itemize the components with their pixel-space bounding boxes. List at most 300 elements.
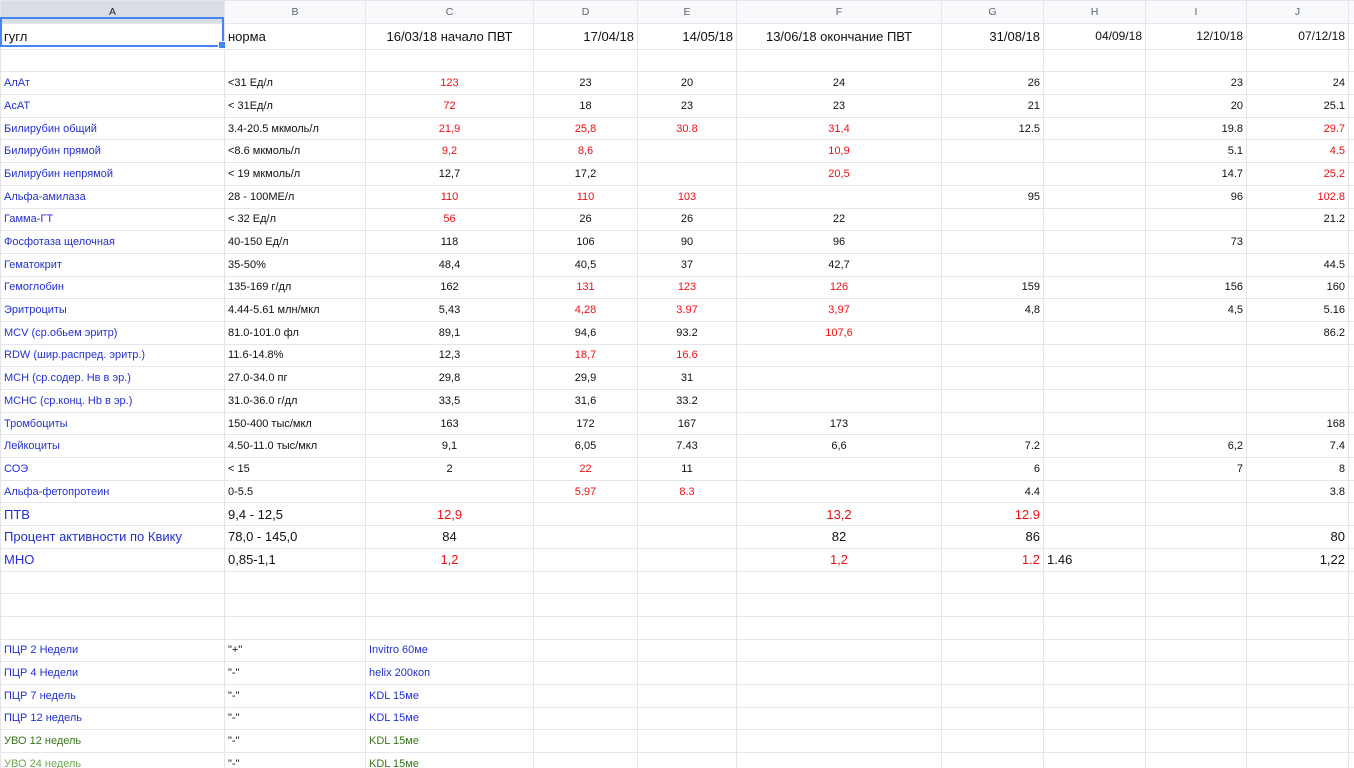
empty-cell[interactable] (366, 49, 534, 72)
empty-cell[interactable] (1349, 95, 1354, 118)
empty-cell[interactable] (638, 707, 737, 730)
empty-cell[interactable] (225, 571, 366, 594)
pcr-row-label[interactable]: УВО 24 недель (1, 753, 225, 768)
lab-value-cell[interactable]: 20,5 (737, 163, 942, 186)
lab-value-cell[interactable] (534, 548, 638, 571)
empty-cell[interactable] (225, 616, 366, 639)
date-header-cell[interactable]: 14/05/18 (638, 23, 737, 49)
lab-row-label[interactable]: Билирубин общий (1, 117, 225, 140)
lab-value-cell[interactable]: 126 (737, 276, 942, 299)
lab-value-cell[interactable]: 25.1 (1247, 95, 1349, 118)
pcr-row-label[interactable]: ПЦР 7 недель (1, 684, 225, 707)
lab-value-cell[interactable]: 89,1 (366, 321, 534, 344)
lab-value-cell[interactable]: 33.2 (638, 390, 737, 413)
lab-value-cell[interactable] (1044, 321, 1146, 344)
column-header-F[interactable]: F (737, 1, 942, 24)
pcr-row-label[interactable]: ПЦР 12 недель (1, 707, 225, 730)
lab-row-label[interactable]: Билирубин прямой (1, 140, 225, 163)
empty-cell[interactable] (1044, 571, 1146, 594)
lab-value-cell[interactable]: 22 (534, 458, 638, 481)
empty-cell[interactable] (1247, 594, 1349, 617)
empty-cell[interactable] (942, 707, 1044, 730)
lab-row-norm[interactable]: 135-169 г/дл (225, 276, 366, 299)
lab-value-cell[interactable]: 162 (366, 276, 534, 299)
lab-row-label[interactable]: Процент активности по Квику (1, 526, 225, 549)
lab-row-label[interactable]: Гамма-ГТ (1, 208, 225, 231)
lab-value-cell[interactable]: 4,8 (942, 299, 1044, 322)
lab-value-cell[interactable]: 12,3 (366, 344, 534, 367)
column-header-A[interactable]: A (1, 1, 225, 24)
lab-value-cell[interactable] (1044, 503, 1146, 526)
lab-value-cell[interactable]: 23 (534, 72, 638, 95)
empty-cell[interactable] (1044, 730, 1146, 753)
lab-value-cell[interactable]: 123 (366, 72, 534, 95)
lab-value-cell[interactable]: 19.8 (1146, 117, 1247, 140)
empty-cell[interactable] (1247, 571, 1349, 594)
lab-value-cell[interactable]: 5,43 (366, 299, 534, 322)
empty-cell[interactable] (1, 616, 225, 639)
lab-value-cell[interactable] (1146, 412, 1247, 435)
lab-row-norm[interactable]: 0-5.5 (225, 480, 366, 503)
lab-value-cell[interactable]: 18 (534, 95, 638, 118)
lab-value-cell[interactable]: 13,2 (737, 503, 942, 526)
lab-value-cell[interactable]: 94,6 (534, 321, 638, 344)
lab-value-cell[interactable] (737, 390, 942, 413)
empty-cell[interactable] (737, 684, 942, 707)
lab-value-cell[interactable]: 163 (366, 412, 534, 435)
empty-cell[interactable] (1, 571, 225, 594)
lab-value-cell[interactable] (1044, 208, 1146, 231)
empty-cell[interactable] (534, 639, 638, 662)
lab-value-cell[interactable]: 73 (1146, 231, 1247, 254)
lab-value-cell[interactable] (942, 321, 1044, 344)
lab-row-norm[interactable]: 40-150 Ед/л (225, 231, 366, 254)
lab-value-cell[interactable]: 110 (366, 185, 534, 208)
pcr-result-cell[interactable]: "-" (225, 662, 366, 685)
empty-cell[interactable] (1247, 662, 1349, 685)
lab-value-cell[interactable]: 173 (737, 412, 942, 435)
lab-value-cell[interactable] (737, 367, 942, 390)
empty-cell[interactable] (737, 753, 942, 768)
lab-value-cell[interactable]: 25,8 (534, 117, 638, 140)
empty-cell[interactable] (1349, 412, 1354, 435)
empty-cell[interactable] (1146, 49, 1247, 72)
empty-cell[interactable] (942, 594, 1044, 617)
date-header-cell[interactable]: 07/12/18 (1247, 23, 1349, 49)
empty-cell[interactable] (1349, 548, 1354, 571)
pcr-result-cell[interactable]: "-" (225, 753, 366, 768)
empty-cell[interactable] (225, 594, 366, 617)
empty-cell[interactable] (638, 594, 737, 617)
empty-cell[interactable] (1349, 276, 1354, 299)
pcr-result-cell[interactable]: "-" (225, 730, 366, 753)
lab-value-cell[interactable]: 5.16 (1247, 299, 1349, 322)
lab-value-cell[interactable] (1247, 231, 1349, 254)
empty-cell[interactable] (1349, 526, 1354, 549)
lab-value-cell[interactable]: 42,7 (737, 253, 942, 276)
lab-value-cell[interactable]: 110 (534, 185, 638, 208)
empty-cell[interactable] (534, 594, 638, 617)
lab-value-cell[interactable] (942, 367, 1044, 390)
lab-value-cell[interactable]: 6,05 (534, 435, 638, 458)
lab-value-cell[interactable] (638, 140, 737, 163)
lab-value-cell[interactable]: 48,4 (366, 253, 534, 276)
lab-value-cell[interactable]: 1,2 (366, 548, 534, 571)
lab-value-cell[interactable]: 23 (737, 95, 942, 118)
lab-value-cell[interactable]: 29,9 (534, 367, 638, 390)
selection-fill-handle[interactable] (218, 41, 226, 49)
empty-cell[interactable] (942, 616, 1044, 639)
lab-row-norm[interactable]: 0,85-1,1 (225, 548, 366, 571)
lab-row-norm[interactable]: 78,0 - 145,0 (225, 526, 366, 549)
lab-value-cell[interactable] (1044, 253, 1146, 276)
lab-value-cell[interactable] (1146, 503, 1247, 526)
lab-value-cell[interactable] (1044, 231, 1146, 254)
empty-cell[interactable] (1247, 616, 1349, 639)
lab-row-label[interactable]: MCV (ср.обьем эритр) (1, 321, 225, 344)
lab-row-norm[interactable]: <8.6 мкмоль/л (225, 140, 366, 163)
pcr-row-label[interactable]: УВО 12 недель (1, 730, 225, 753)
date-header-cell[interactable]: 31/08/18 (942, 23, 1044, 49)
lab-value-cell[interactable]: 24 (737, 72, 942, 95)
lab-value-cell[interactable]: 12.5 (942, 117, 1044, 140)
lab-row-norm[interactable]: <31 Ед/л (225, 72, 366, 95)
empty-cell[interactable] (1044, 662, 1146, 685)
lab-value-cell[interactable]: 9,2 (366, 140, 534, 163)
lab-value-cell[interactable] (1146, 548, 1247, 571)
lab-row-norm[interactable]: < 32 Ед/л (225, 208, 366, 231)
empty-cell[interactable] (1349, 367, 1354, 390)
lab-value-cell[interactable] (1044, 117, 1146, 140)
lab-row-norm[interactable]: 4.44-5.61 млн/мкл (225, 299, 366, 322)
lab-value-cell[interactable]: 24 (1247, 72, 1349, 95)
lab-row-label[interactable]: СОЭ (1, 458, 225, 481)
lab-value-cell[interactable] (1247, 503, 1349, 526)
empty-cell[interactable] (1349, 163, 1354, 186)
empty-cell[interactable] (1247, 753, 1349, 768)
lab-value-cell[interactable]: 31,6 (534, 390, 638, 413)
lab-value-cell[interactable]: 18,7 (534, 344, 638, 367)
empty-cell[interactable] (534, 684, 638, 707)
lab-row-label[interactable]: Альфа-фетопротеин (1, 480, 225, 503)
empty-cell[interactable] (1349, 435, 1354, 458)
lab-value-cell[interactable]: 7 (1146, 458, 1247, 481)
lab-value-cell[interactable]: 93.2 (638, 321, 737, 344)
empty-cell[interactable] (638, 639, 737, 662)
lab-value-cell[interactable]: 1,22 (1247, 548, 1349, 571)
lab-value-cell[interactable] (638, 526, 737, 549)
lab-value-cell[interactable] (638, 548, 737, 571)
lab-value-cell[interactable]: 72 (366, 95, 534, 118)
empty-cell[interactable] (1349, 753, 1354, 768)
lab-value-cell[interactable] (1146, 390, 1247, 413)
empty-cell[interactable] (1247, 730, 1349, 753)
lab-row-label[interactable]: Эритроциты (1, 299, 225, 322)
lab-row-label[interactable]: АлАт (1, 72, 225, 95)
empty-cell[interactable] (1, 594, 225, 617)
lab-row-norm[interactable]: < 31Ед/л (225, 95, 366, 118)
lab-value-cell[interactable]: 96 (737, 231, 942, 254)
lab-value-cell[interactable]: 9,1 (366, 435, 534, 458)
lab-value-cell[interactable]: 84 (366, 526, 534, 549)
lab-row-norm[interactable]: 3.4-20.5 мкмоль/л (225, 117, 366, 140)
lab-value-cell[interactable] (737, 185, 942, 208)
lab-value-cell[interactable] (942, 344, 1044, 367)
empty-cell[interactable] (1349, 344, 1354, 367)
empty-cell[interactable] (1146, 662, 1247, 685)
lab-value-cell[interactable]: 30.8 (638, 117, 737, 140)
lab-row-label[interactable]: Билирубин непрямой (1, 163, 225, 186)
lab-value-cell[interactable] (1044, 140, 1146, 163)
lab-value-cell[interactable]: 3,97 (737, 299, 942, 322)
empty-cell[interactable] (1146, 753, 1247, 768)
empty-cell[interactable] (942, 730, 1044, 753)
column-header-E[interactable]: E (638, 1, 737, 24)
lab-row-norm[interactable]: 31.0-36.0 г/дл (225, 390, 366, 413)
lab-value-cell[interactable]: 40,5 (534, 253, 638, 276)
empty-cell[interactable] (1146, 707, 1247, 730)
empty-cell[interactable] (1146, 594, 1247, 617)
lab-value-cell[interactable]: 11 (638, 458, 737, 481)
empty-cell[interactable] (737, 662, 942, 685)
empty-cell[interactable] (1349, 185, 1354, 208)
empty-cell[interactable] (1044, 707, 1146, 730)
column-header-I[interactable]: I (1146, 1, 1247, 24)
lab-value-cell[interactable]: 1.2 (942, 548, 1044, 571)
lab-value-cell[interactable] (1044, 95, 1146, 118)
empty-cell[interactable] (1349, 662, 1354, 685)
lab-value-cell[interactable]: 4.5 (1247, 140, 1349, 163)
lab-value-cell[interactable]: 3.97 (638, 299, 737, 322)
empty-cell[interactable] (534, 49, 638, 72)
lab-value-cell[interactable]: 6,2 (1146, 435, 1247, 458)
lab-value-cell[interactable] (534, 526, 638, 549)
lab-row-label[interactable]: Фосфотаза щелочная (1, 231, 225, 254)
lab-row-norm[interactable]: 28 - 100МЕ/л (225, 185, 366, 208)
lab-value-cell[interactable]: 29.7 (1247, 117, 1349, 140)
lab-value-cell[interactable] (1044, 344, 1146, 367)
lab-row-norm[interactable]: 81.0-101.0 фл (225, 321, 366, 344)
empty-cell[interactable] (737, 616, 942, 639)
empty-cell[interactable] (366, 571, 534, 594)
empty-cell[interactable] (366, 594, 534, 617)
empty-cell[interactable] (1146, 639, 1247, 662)
lab-value-cell[interactable] (1044, 276, 1146, 299)
lab-value-cell[interactable] (942, 390, 1044, 413)
empty-cell[interactable] (534, 662, 638, 685)
lab-value-cell[interactable]: 86 (942, 526, 1044, 549)
lab-value-cell[interactable]: 172 (534, 412, 638, 435)
lab-value-cell[interactable]: 1,2 (737, 548, 942, 571)
pcr-lab-cell[interactable]: KDL 15ме (366, 707, 534, 730)
lab-value-cell[interactable]: 96 (1146, 185, 1247, 208)
lab-value-cell[interactable] (1146, 344, 1247, 367)
empty-cell[interactable] (1349, 639, 1354, 662)
lab-value-cell[interactable]: 56 (366, 208, 534, 231)
lab-value-cell[interactable]: 16.6 (638, 344, 737, 367)
lab-row-norm[interactable]: < 19 мкмоль/л (225, 163, 366, 186)
lab-value-cell[interactable] (1044, 458, 1146, 481)
lab-value-cell[interactable]: 118 (366, 231, 534, 254)
empty-cell[interactable] (638, 662, 737, 685)
lab-value-cell[interactable]: 21 (942, 95, 1044, 118)
lab-value-cell[interactable]: 7.43 (638, 435, 737, 458)
date-header-cell[interactable]: 12/10/18 (1146, 23, 1247, 49)
empty-cell[interactable] (638, 571, 737, 594)
lab-value-cell[interactable]: 29,8 (366, 367, 534, 390)
lab-value-cell[interactable]: 106 (534, 231, 638, 254)
lab-value-cell[interactable] (942, 412, 1044, 435)
empty-cell[interactable] (1044, 616, 1146, 639)
empty-cell[interactable] (638, 684, 737, 707)
empty-cell[interactable] (1146, 684, 1247, 707)
lab-row-norm[interactable]: 35-50% (225, 253, 366, 276)
lab-value-cell[interactable]: 167 (638, 412, 737, 435)
empty-cell[interactable] (1349, 480, 1354, 503)
empty-cell[interactable] (534, 753, 638, 768)
empty-cell[interactable] (1349, 594, 1354, 617)
lab-value-cell[interactable] (1044, 526, 1146, 549)
lab-value-cell[interactable]: 7.2 (942, 435, 1044, 458)
empty-cell[interactable] (1349, 117, 1354, 140)
date-header-cell[interactable]: 13/06/18 окончание ПВТ (737, 23, 942, 49)
lab-value-cell[interactable] (737, 458, 942, 481)
empty-cell[interactable] (1044, 753, 1146, 768)
pcr-lab-cell[interactable]: helix 200коп (366, 662, 534, 685)
lab-value-cell[interactable]: 26 (638, 208, 737, 231)
date-header-cell[interactable]: 17/04/18 (534, 23, 638, 49)
lab-value-cell[interactable]: 90 (638, 231, 737, 254)
lab-row-label[interactable]: Альфа-амилаза (1, 185, 225, 208)
empty-cell[interactable] (1349, 299, 1354, 322)
empty-cell[interactable] (737, 730, 942, 753)
lab-value-cell[interactable]: 20 (638, 72, 737, 95)
empty-cell[interactable] (1349, 707, 1354, 730)
lab-row-norm[interactable]: 11.6-14.8% (225, 344, 366, 367)
pcr-lab-cell[interactable]: KDL 15ме (366, 753, 534, 768)
date-header-cell[interactable]: 16/03/18 начало ПВТ (366, 23, 534, 49)
lab-value-cell[interactable] (638, 503, 737, 526)
empty-cell[interactable] (1044, 684, 1146, 707)
lab-value-cell[interactable] (1044, 299, 1146, 322)
empty-cell[interactable] (1247, 684, 1349, 707)
column-header-B[interactable]: B (225, 1, 366, 24)
lab-value-cell[interactable]: 31 (638, 367, 737, 390)
lab-value-cell[interactable]: 6 (942, 458, 1044, 481)
column-header-H[interactable]: H (1044, 1, 1146, 24)
empty-cell[interactable] (1349, 231, 1354, 254)
lab-value-cell[interactable]: 8 (1247, 458, 1349, 481)
lab-value-cell[interactable]: 17,2 (534, 163, 638, 186)
lab-value-cell[interactable] (942, 253, 1044, 276)
date-header-cell[interactable]: 04/09/18 (1044, 23, 1146, 49)
lab-value-cell[interactable]: 5.97 (534, 480, 638, 503)
empty-cell[interactable] (942, 662, 1044, 685)
lab-value-cell[interactable]: 33,5 (366, 390, 534, 413)
empty-cell[interactable] (1146, 616, 1247, 639)
empty-cell[interactable] (638, 616, 737, 639)
lab-value-cell[interactable]: 12,7 (366, 163, 534, 186)
lab-value-cell[interactable]: 25.2 (1247, 163, 1349, 186)
empty-cell[interactable] (737, 639, 942, 662)
empty-cell[interactable] (1044, 594, 1146, 617)
column-header-D[interactable]: D (534, 1, 638, 24)
lab-value-cell[interactable]: 86.2 (1247, 321, 1349, 344)
empty-cell[interactable] (1349, 140, 1354, 163)
lab-value-cell[interactable]: 103 (638, 185, 737, 208)
lab-value-cell[interactable] (638, 163, 737, 186)
pcr-result-cell[interactable]: "-" (225, 684, 366, 707)
empty-cell[interactable] (1349, 321, 1354, 344)
lab-value-cell[interactable]: 80 (1247, 526, 1349, 549)
empty-cell[interactable] (1, 49, 225, 72)
lab-value-cell[interactable] (1044, 72, 1146, 95)
empty-cell[interactable] (1349, 208, 1354, 231)
empty-cell[interactable] (1349, 458, 1354, 481)
empty-cell[interactable] (1349, 571, 1354, 594)
lab-value-cell[interactable]: 22 (737, 208, 942, 231)
lab-row-label[interactable]: АсАТ (1, 95, 225, 118)
lab-value-cell[interactable] (1146, 480, 1247, 503)
column-header-G[interactable]: G (942, 1, 1044, 24)
lab-value-cell[interactable]: 8,6 (534, 140, 638, 163)
lab-value-cell[interactable] (942, 163, 1044, 186)
lab-value-cell[interactable] (1247, 344, 1349, 367)
empty-cell[interactable] (1349, 253, 1354, 276)
lab-value-cell[interactable] (1044, 185, 1146, 208)
lab-value-cell[interactable] (737, 344, 942, 367)
lab-value-cell[interactable]: 168 (1247, 412, 1349, 435)
lab-value-cell[interactable] (942, 140, 1044, 163)
lab-value-cell[interactable] (1044, 412, 1146, 435)
lab-value-cell[interactable]: 23 (638, 95, 737, 118)
lab-value-cell[interactable]: 160 (1247, 276, 1349, 299)
lab-value-cell[interactable] (1044, 390, 1146, 413)
lab-value-cell[interactable] (1044, 163, 1146, 186)
lab-value-cell[interactable]: 37 (638, 253, 737, 276)
lab-value-cell[interactable]: 123 (638, 276, 737, 299)
lab-value-cell[interactable]: 6,6 (737, 435, 942, 458)
cell-norm-label[interactable]: норма (225, 23, 366, 49)
lab-value-cell[interactable]: 23 (1146, 72, 1247, 95)
lab-value-cell[interactable] (942, 231, 1044, 254)
empty-cell[interactable] (942, 639, 1044, 662)
lab-row-norm[interactable]: 9,4 - 12,5 (225, 503, 366, 526)
lab-value-cell[interactable]: 20 (1146, 95, 1247, 118)
empty-cell[interactable] (534, 707, 638, 730)
empty-cell[interactable] (1146, 571, 1247, 594)
lab-value-cell[interactable] (737, 480, 942, 503)
lab-value-cell[interactable] (1146, 253, 1247, 276)
lab-value-cell[interactable] (366, 480, 534, 503)
empty-cell[interactable] (534, 730, 638, 753)
lab-value-cell[interactable]: 4,5 (1146, 299, 1247, 322)
column-header-J[interactable]: J (1247, 1, 1349, 24)
lab-value-cell[interactable] (1044, 480, 1146, 503)
lab-row-norm[interactable]: < 15 (225, 458, 366, 481)
empty-cell[interactable] (534, 616, 638, 639)
empty-cell[interactable] (942, 753, 1044, 768)
selection-box[interactable] (0, 17, 224, 47)
column-header-extra[interactable] (1349, 1, 1354, 24)
lab-value-cell[interactable]: 4,28 (534, 299, 638, 322)
empty-cell[interactable] (1349, 49, 1354, 72)
lab-value-cell[interactable] (1146, 321, 1247, 344)
lab-value-cell[interactable]: 21.2 (1247, 208, 1349, 231)
empty-cell[interactable] (1349, 503, 1354, 526)
empty-cell[interactable] (1349, 684, 1354, 707)
lab-value-cell[interactable]: 159 (942, 276, 1044, 299)
